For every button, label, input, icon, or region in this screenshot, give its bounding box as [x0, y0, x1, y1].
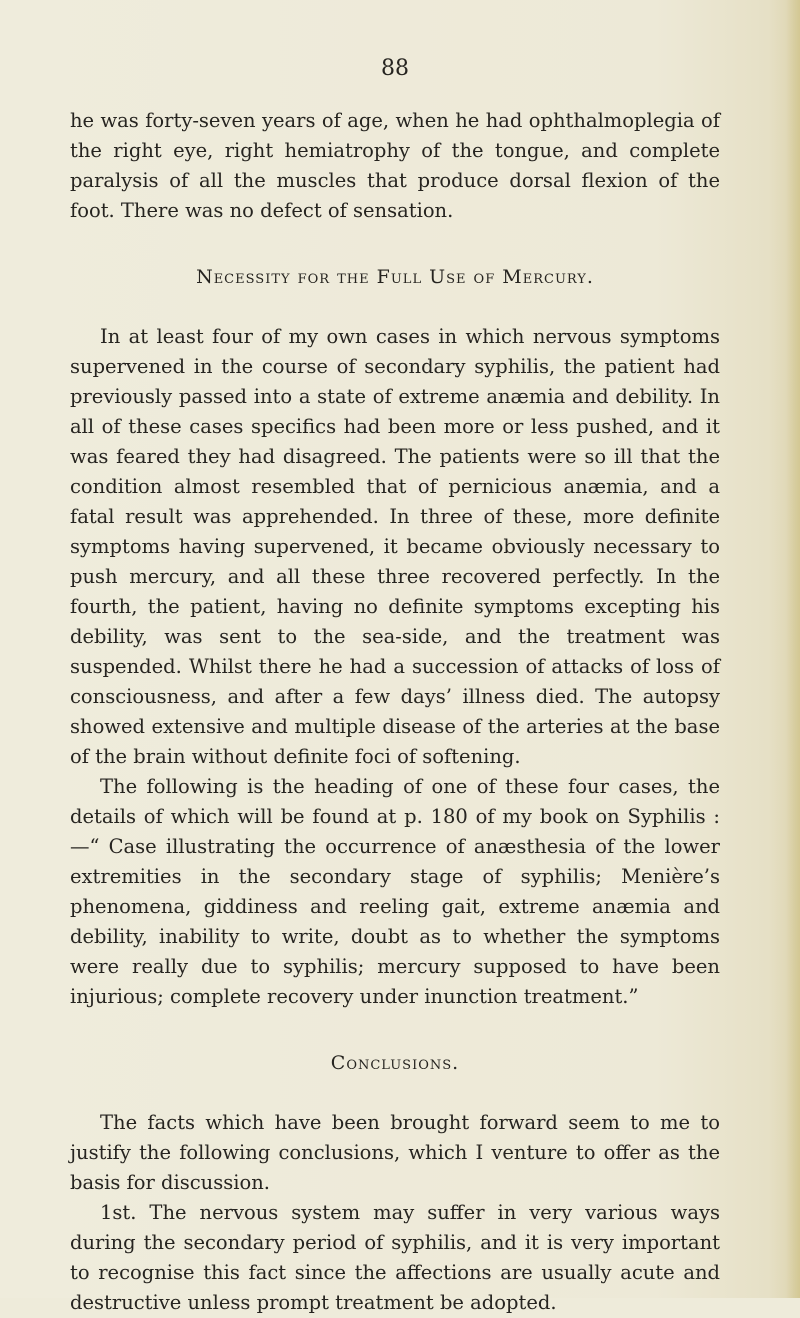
page-body	[70, 106, 720, 1318]
page-edge-shadow	[786, 0, 800, 1298]
paragraph-conclusion-first: 1st. The nervous system may suffer in very various ways during the secondary period of syphilis, and it is very important to recognise this fact since the affections are usually acute and destructive unless prompt treatment be adopted.	[70, 1201, 720, 1314]
paragraph-case-heading: The following is the heading of one of these four cases, the details of which will be found at p. 180 of my book on Syphilis :—“ Case illustrating the occurrence of anæsthesia of the lower extremities in the secondary stage of syphilis; Menière’s phenomena, giddiness and reeling gait, extreme anæmia and debility, inability to write, doubt as to whether the symptoms were really due to syphilis; mercury supposed to have been injurious; complete recovery under inunction treatment.”	[70, 775, 720, 1008]
section-heading-mercury: Necessity for the Full Use of Mercury.	[196, 266, 594, 288]
section-heading-conclusions: Conclusions.	[330, 1052, 460, 1074]
paragraph-four-cases: In at least four of my own cases in which nervous symptoms supervened in the course of secondary syphilis, the patient had previously passed into a state of extreme anæmia and debility. In all of these cases specifics had been more or less pushed, and it was feared they had disagreed. The patients were so ill that the condition almost resembled that of pernicious anæmia, and a fatal result was apprehended. In three of these, more definite symptoms having supervened, it became obviously necessary to push mercury, and all these three recovered perfectly. In the fourth, the patient, having no definite symptoms excepting his debility, was sent to the sea-side, and the treatment was suspended. Whilst there he had a succession of attacks of loss of consciousness, and after a few days’ illness died. The autopsy showed extensive and multiple disease of the arteries at the base of the brain without definite foci of softening.	[70, 325, 720, 768]
page-number: 88	[381, 56, 409, 81]
intro-paragraph: he was forty-seven years of age, when he had ophthalmoplegia of the right eye, right hemiatrophy of the tongue, and complete paralysis of all the muscles that produce dorsal flexion of the foot. There was no defect of sensation.	[70, 109, 720, 222]
paragraph-conclusions-intro: The facts which have been brought forward seem to me to justify the following conclusions, which I venture to offer as the basis for discussion.	[70, 1111, 720, 1194]
